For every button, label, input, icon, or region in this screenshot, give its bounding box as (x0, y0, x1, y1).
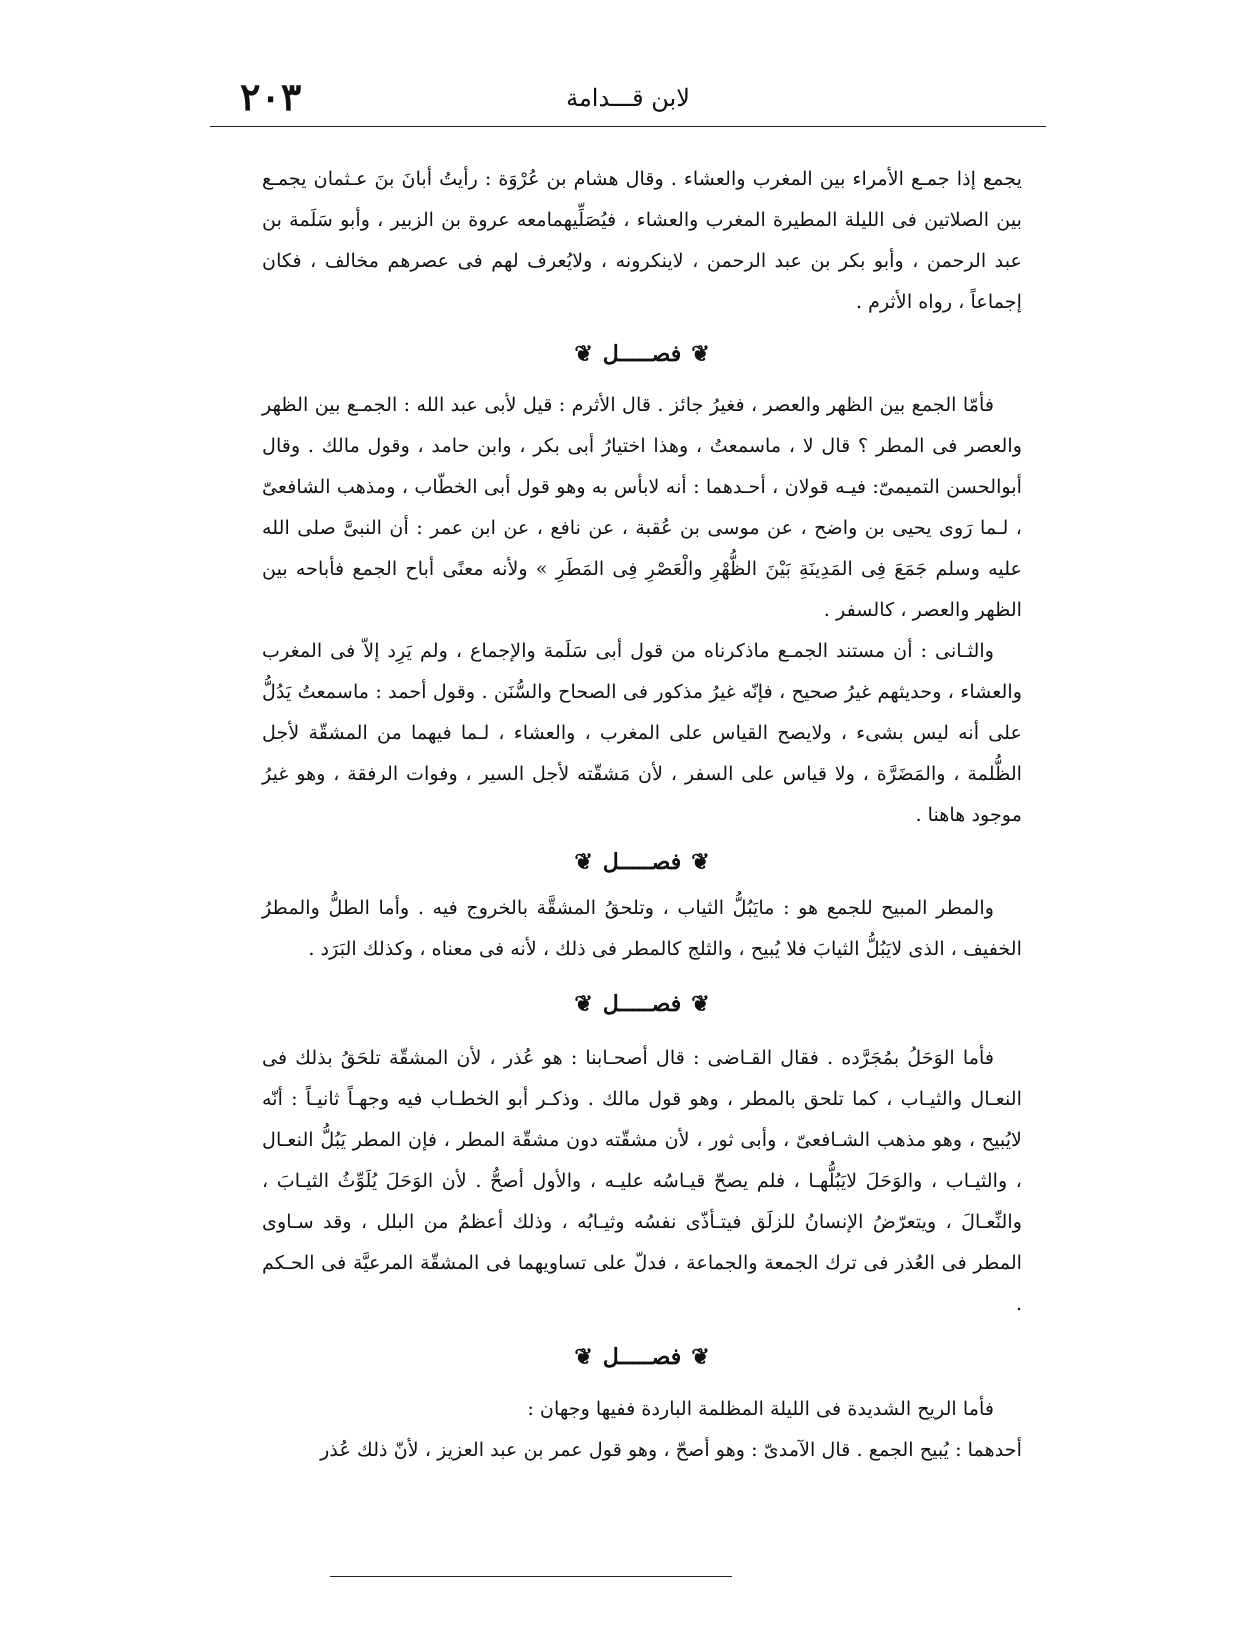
ornament-icon: ❦ (691, 849, 710, 875)
section-heading (262, 322, 1022, 384)
paragraph: فأمّا الجمع بين الظهر والعصر ، فغيرُ جائز . قال الأثرم : قيل لأبى عبد الله : الجمـع بين الظهر والعصر فى المطر ؟ قال لا ، ماسمعتُ ، وهذا اختيارُ أبى بكر ، وابن حامد ، وقول مالك . وقال أبوالحسن التميمىّ: فيـه قولان ، أحـدهما : أنه لابأس به وهو قول أبى الخطّاب ، ومذهب الشافعىّ ، لـما رَوى يحيى بن واضح ، عن موسى بن عُقبة ، عن نافع ، عن ابن عمر : أن النبىَّ صلى الله عليه وسلم جَمَعَ فِى المَدِينَةِ بَيْنَ الظُّهْرِ والْعَصْرِ فِى المَطَرِ » ولأنه معنًى أباح الجمع فأباحه بين الظهر والعصر ، كالسفر . (262, 393, 1022, 621)
paragraph: يجمع إذا جمـع الأمراء بين المغرب والعشاء . وقال هشام بن عُرْوَة : رأيتُ أبانَ بنَ عـثمان يجمـع بين الصلاتين فى الليلة المطيرة المغرب والعشاء ، فيُصَلِّيهمامعه عروة بن الزبير ، وأبو سَلَمة بن عبد الرحمن ، وأبو بكر بن عبد الرحمن ، لاينكرونه ، ولايُعرف لهم فى عصرهم مخالف ، فكان إجماعاً ، رواه الأثرم . (262, 167, 1022, 313)
section-heading-label: فصـــــل (602, 849, 682, 875)
paragraph: فأما الريح الشديدة فى الليلة المظلمة الباردة ففيها وجهان : (527, 1397, 994, 1420)
section-heading-label: فصـــــل (602, 991, 682, 1017)
header-rule (210, 126, 1046, 127)
ornament-icon: ❦ (574, 341, 593, 367)
footnote-rule (330, 1576, 732, 1577)
ornament-icon: ❦ (691, 341, 710, 367)
ornament-icon: ❦ (574, 991, 593, 1017)
section-heading (262, 835, 1022, 887)
ornament-icon: ❦ (574, 849, 593, 875)
ornament-icon: ❦ (574, 1344, 593, 1370)
ornament-icon: ❦ (691, 1344, 710, 1370)
running-header (210, 74, 1046, 122)
section-heading (262, 1324, 1022, 1388)
paragraph: والثـانى : أن مستند الجمـع ماذكرناه من قول أبى سَلَمة والإجماع ، ولم يَرِد إلاّ فى المغرب والعشاء ، وحديثهم غيرُ صحيح ، فإنّه غيرُ مذكور فى الصحاح والسُّنَن . وقول أحمد : ماسمعتُ يَدُلُّ على أنه ليس بشىء ، ولايصح القياس على المغرب ، والعشاء ، لـما فيهما من المشقّة لأجل الظُّلمة ، والمَضَرَّة ، ولا قياس على السفر ، لأن مَشقّته لأجل السير ، وفوات الرفقة ، وهو غيرُ موجود هاهنا . (262, 639, 1022, 826)
paragraph: فأما الوَحَلُ بمُجَرَّده . فقال القـاضى : قال أصحـابنا : هو عُذر ، لأن المشقّة تلحَقُ بذلك فى النعـال والثيـاب ، كما تلحق بالمطر ، وهو قول مالك . وذكـر أبو الخطـاب فيه وجهـاً ثانيـاً : أنّه لايُبيح ، وهو مذهب الشـافعىّ ، وأبى ثور ، لأن مشقّته دون مشقّة المطر ، فإن المطر يَبُلُّ النعـال ، والثيـاب ، والوَحَلَ لايَبُلُّهـا ، فلم يصحّ قيـاسُه عليـه ، والأول أصحُّ . لأن الوَحَلَ يُلَوِّثُ الثيـابَ ، والنِّعـالَ ، ويتعرّضُ الإنسانُ للزلَق فيتـأذّى نفسُه وثيـابُه ، وذلك أعظمُ من البلل ، وقد سـاوى المطر فى العُذر فى ترك الجمعة والجماعة ، فدلّ على تساويهما فى المشقّة المرعيَّة فى الحـكم . (262, 1046, 1022, 1315)
section-heading-label: فصـــــل (602, 1344, 682, 1370)
paragraph: والمطر المبيح للجمع هو : مايَبُلُّ الثياب ، وتلحقُ المشقَّة بالخروج فيه . وأما الطلُّ والمطرُ الخفيف ، الذى لايَبُلُّ الثيابَ فلا يُبيح ، والثلج كالمطر فى ذلك ، لأنه فى معناه ، وكذلك البَرَد . (262, 896, 1022, 960)
paragraph: أحدهما : يُبيح الجمع . قال الآمدىّ : وهو أصحّ ، وهو قول عمر بن عبد العزيز ، لأنّ ذلك عُذر (320, 1438, 1022, 1461)
ornament-icon: ❦ (691, 991, 710, 1017)
page-body (262, 158, 1022, 1470)
header-title: لابن قـــدامة (566, 84, 690, 112)
page-number: ٢٠٣ (240, 74, 302, 119)
section-heading-label: فصـــــل (602, 341, 682, 367)
section-heading (262, 969, 1022, 1037)
